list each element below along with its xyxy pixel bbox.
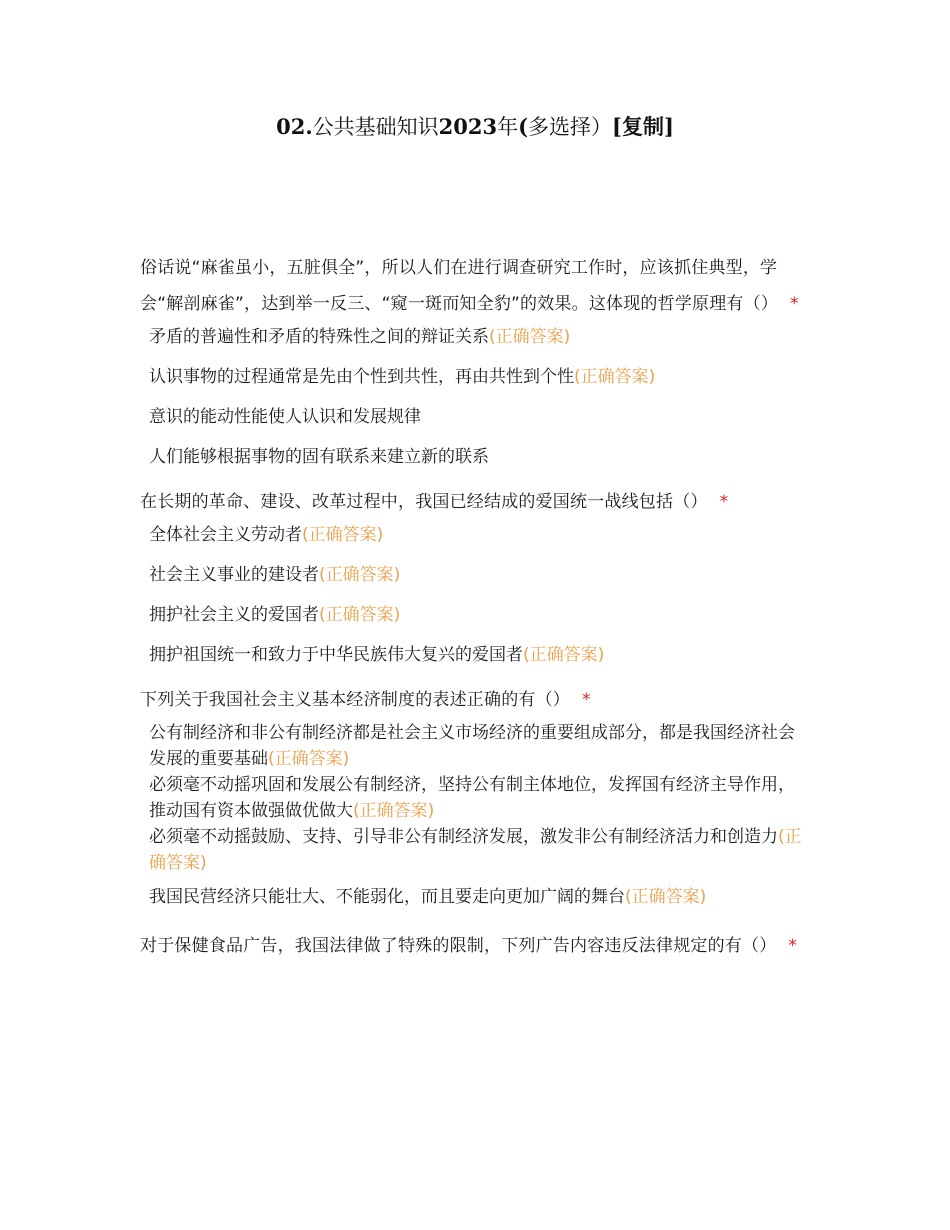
- required-marker: *: [582, 690, 591, 710]
- title-paren: (: [518, 114, 529, 139]
- option[interactable]: 拥护祖国统一和致力于中华民族伟大复兴的爱国者(正确答案): [149, 645, 605, 665]
- correct-answer-tag: (正确答案): [268, 749, 350, 769]
- question-3: [140, 682, 810, 910]
- title-part1: 公共基础知识: [312, 115, 439, 139]
- correct-answer-tag: (正确答案): [574, 367, 656, 387]
- option[interactable]: 人们能够根据事物的固有联系来建立新的联系: [149, 447, 489, 467]
- option[interactable]: 公有制经济和非公有制经济都是社会主义市场经济的重要组成部分，都是我国经济社会发展的重要基础(正确答案): [149, 723, 795, 769]
- question-text: 对于保健食品广告，我国法律做了特殊的限制，下列广告内容违反法律规定的有（） *: [140, 936, 798, 956]
- copy-link[interactable]: [复制]: [612, 114, 674, 139]
- question-text: 俗话说“麻雀虽小，五脏俱全”，所以人们在进行调查研究工作时，应该抓住典型，学会“解剖麻雀”，达到举一反三、“窥一斑而知全豹”的效果。这体现的哲学原理有（） *: [140, 258, 799, 314]
- correct-answer-tag: (正确答案): [489, 327, 571, 347]
- title-year: 2023: [438, 114, 498, 139]
- correct-answer-tag: (正确答案): [523, 645, 605, 665]
- option[interactable]: 必须毫不动摇鼓励、支持、引导非公有制经济发展，激发非公有制经济活力和创造力(正确答案): [149, 827, 802, 873]
- title-part3: 多选择）: [528, 115, 613, 139]
- title-number: 02.: [276, 114, 313, 139]
- page-title: [0, 112, 950, 142]
- option[interactable]: 矛盾的普遍性和矛盾的特殊性之间的辩证关系(正确答案): [149, 327, 571, 347]
- option[interactable]: 社会主义事业的建设者(正确答案): [149, 565, 401, 585]
- question-text: 在长期的革命、建设、改革过程中，我国已经结成的爱国统一战线包括（） *: [140, 492, 729, 512]
- question-4: [140, 928, 810, 964]
- correct-answer-tag: (正确答案): [319, 565, 401, 585]
- question-1: [140, 250, 810, 470]
- option[interactable]: 必须毫不动摇巩固和发展公有制经济，坚持公有制主体地位，发挥国有经济主导作用，推动国有资本做强做优做大(正确答案): [149, 775, 795, 821]
- option[interactable]: 认识事物的过程通常是先由个性到共性，再由共性到个性(正确答案): [149, 367, 656, 387]
- question-text: 下列关于我国社会主义基本经济制度的表述正确的有（） *: [140, 690, 591, 710]
- correct-answer-tag: (正确答案): [302, 525, 384, 545]
- title-part2: 年: [497, 115, 519, 139]
- correct-answer-tag: (正确答案): [319, 605, 401, 625]
- correct-answer-tag: (正确答案): [149, 827, 802, 873]
- option[interactable]: 我国民营经济只能壮大、不能弱化，而且要走向更加广阔的舞台(正确答案): [149, 887, 707, 907]
- question-2: [140, 484, 810, 668]
- option[interactable]: 意识的能动性能使人认识和发展规律: [149, 407, 421, 427]
- option[interactable]: 拥护社会主义的爱国者(正确答案): [149, 605, 401, 625]
- required-marker: *: [719, 492, 729, 512]
- correct-answer-tag: (正确答案): [353, 801, 435, 821]
- option[interactable]: 全体社会主义劳动者(正确答案): [149, 525, 384, 545]
- question-list: [140, 250, 810, 978]
- required-marker: *: [790, 294, 799, 314]
- correct-answer-tag: (正确答案): [625, 887, 707, 907]
- required-marker: *: [788, 936, 798, 956]
